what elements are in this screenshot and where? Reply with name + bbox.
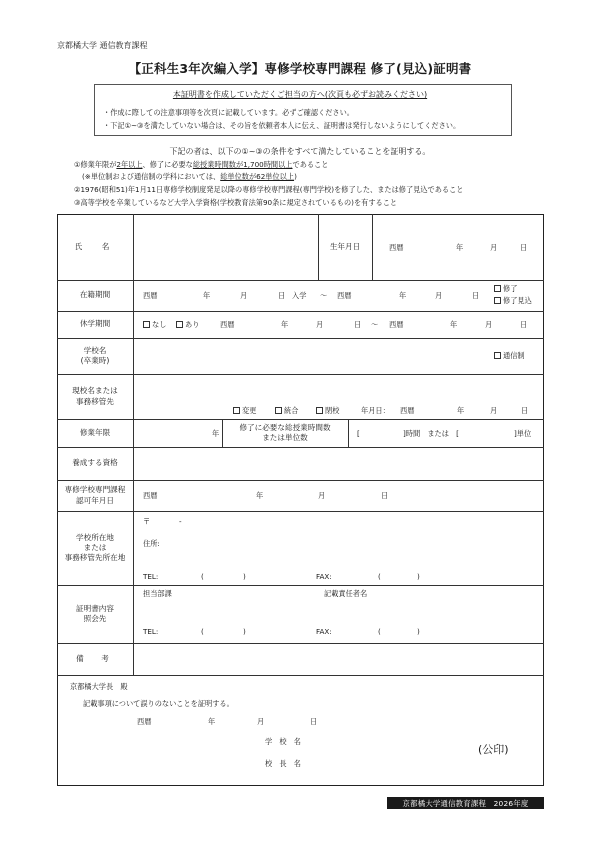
checkbox-icon [494, 285, 501, 292]
change-year: 年 [457, 406, 465, 415]
change-date-label: 年月日： [361, 406, 390, 415]
address-tel-open: ( [201, 572, 204, 581]
leave-exists-checkbox[interactable]: あり [176, 320, 199, 330]
birth-day: 日 [520, 243, 528, 252]
condition-3: ③高等学校を卒業しているなど大学入学資格(学校教育法第90条に規定されているもの)を有すること [74, 198, 398, 207]
footer-bar: 京都橘大学通信教育課程 2026年度 [387, 797, 544, 809]
checkbox-icon [494, 297, 501, 304]
responsible-label: 記載責任者名 [324, 589, 368, 598]
remarks-label: 備 考 [76, 653, 114, 663]
checkbox-icon [275, 407, 282, 414]
official-seal-label: (公印) [478, 743, 509, 756]
approval-era: 西暦 [143, 491, 158, 500]
address-tel: TEL: [143, 572, 159, 581]
correspondence-checkbox[interactable]: 通信制 [494, 351, 525, 361]
leave-none-checkbox[interactable]: なし [143, 320, 166, 330]
approval-day: 日 [381, 491, 389, 500]
principal-label: 校 長 名 [265, 759, 301, 768]
condition-1: ①修業年限が2年以上、修了に必要な総授業時間数が1,700時間以上であること [74, 160, 329, 169]
enroll-end-era: 西暦 [337, 291, 352, 300]
enroll-start-year: 年 [203, 291, 211, 300]
address-field-label: 住所: [143, 539, 160, 548]
checkbox-icon [316, 407, 323, 414]
notice-heading: 本証明書を作成していただくご担当の方へ(次頁も必ずお読みください) [172, 90, 428, 99]
qualification-label: 養成する資格 [72, 458, 118, 468]
checkbox-icon [233, 407, 240, 414]
change-checkbox[interactable]: 変更 [233, 406, 256, 416]
school-name-label: 学 校 名 [265, 737, 301, 746]
enroll-label: 在籍期間 [79, 290, 111, 300]
change-day: 日 [521, 406, 529, 415]
enroll-tilde: ～ [320, 291, 328, 300]
contact-tel-open: ( [201, 627, 204, 636]
required-label: 修了に必要な総授業時間数 または単位数 [239, 422, 331, 442]
hours-or: ]時間 または [ [403, 429, 459, 438]
address-fax: FAX: [316, 572, 332, 581]
address-tel-close: ) [243, 572, 246, 581]
approval-year: 年 [256, 491, 264, 500]
address-fax-open: ( [378, 572, 381, 581]
birth-year: 年 [456, 243, 464, 252]
contact-tel-close: ) [243, 627, 246, 636]
contact-fax: FAX: [316, 627, 332, 636]
leave-start-year: 年 [281, 320, 289, 329]
department-label: 担当部課 [143, 589, 172, 598]
name-label: 氏 名 [74, 241, 116, 251]
enroll-end-day: 日 [472, 291, 480, 300]
birth-label: 生年月日 [329, 241, 361, 251]
checkbox-icon [143, 321, 150, 328]
name-field[interactable] [134, 215, 317, 279]
notice-line-2: ・下記①~③を満たしていない場合は、その旨を依頼者本人に伝え、証明書は発行しないようにしてください。 [103, 121, 461, 130]
years-label: 修業年限 [79, 427, 111, 437]
birth-month: 月 [490, 243, 498, 252]
enroll-end-year: 年 [399, 291, 407, 300]
contact-fax-close: ) [417, 627, 420, 636]
current-school-label: 現校名または 事務移管先 [72, 386, 118, 406]
units-label: ]単位 [514, 429, 532, 438]
birth-era: 西暦 [389, 243, 404, 252]
change-era: 西暦 [400, 406, 415, 415]
contact-fax-open: ( [378, 627, 381, 636]
leave-tilde: ～ [371, 320, 379, 329]
complete-checkbox[interactable]: 修了 [494, 284, 517, 294]
contact-label: 証明書内容 照会先 [76, 603, 114, 623]
cert-era: 西暦 [137, 717, 152, 726]
address-label: 学校所在地 または 事務移管先所在地 [64, 532, 126, 563]
leave-end-day: 日 [520, 320, 528, 329]
enroll-start-era: 西暦 [143, 291, 158, 300]
condition-2: ②1976(昭和51)年1月11日専修学校制度発足以降の専修学校専門課程(専門学校)を修了した、または修了見込であること [74, 185, 464, 194]
cert-day: 日 [310, 717, 318, 726]
university-header: 京都橘大学 通信教育課程 [57, 41, 148, 50]
enroll-start-month: 月 [240, 291, 248, 300]
document-title: 【正科生3年次編入学】専修学校専門課程 修了(見込)証明書 [128, 61, 472, 76]
hours-bracket-open: [ [357, 429, 360, 438]
leave-end-month: 月 [485, 320, 493, 329]
checkbox-icon [176, 321, 183, 328]
enroll-admit: 入学 [292, 291, 307, 300]
checkbox-icon [494, 352, 501, 359]
school-label: 学校名 (卒業時) [80, 345, 110, 365]
complete-expected-checkbox[interactable]: 修了見込 [494, 296, 532, 306]
postal-code: 〒 - [143, 517, 182, 526]
leave-start-era: 西暦 [220, 320, 235, 329]
leave-start-day: 日 [354, 320, 362, 329]
enroll-start-day: 日 [278, 291, 286, 300]
merge-checkbox[interactable]: 統合 [275, 406, 298, 416]
approval-month: 月 [318, 491, 326, 500]
approval-label: 専修学校専門課程 認可年月日 [64, 485, 126, 505]
conditions-intro: 下記の者は、以下の①~③の条件をすべて満たしていることを証明する。 [169, 147, 431, 156]
leave-end-year: 年 [450, 320, 458, 329]
leave-end-era: 西暦 [389, 320, 404, 329]
leave-start-month: 月 [316, 320, 324, 329]
change-month: 月 [490, 406, 498, 415]
addressee: 京都橘大学長 殿 [70, 682, 128, 691]
contact-tel: TEL: [143, 627, 159, 636]
certify-statement: 記載事項について誤りのないことを証明する。 [83, 699, 234, 708]
enroll-end-month: 月 [435, 291, 443, 300]
leave-label: 休学期間 [79, 319, 111, 329]
notice-line-1: ・作成に際しての注意事項等を次頁に記載しています。必ずご確認ください。 [103, 108, 354, 117]
condition-1-note: (※単位制および通信制の学科においては、総単位数が62単位以上) [82, 172, 297, 181]
cert-year: 年 [208, 717, 216, 726]
cert-month: 月 [257, 717, 265, 726]
closed-checkbox[interactable]: 閉校 [316, 406, 339, 416]
address-fax-close: ) [417, 572, 420, 581]
years-unit: 年 [212, 429, 220, 438]
